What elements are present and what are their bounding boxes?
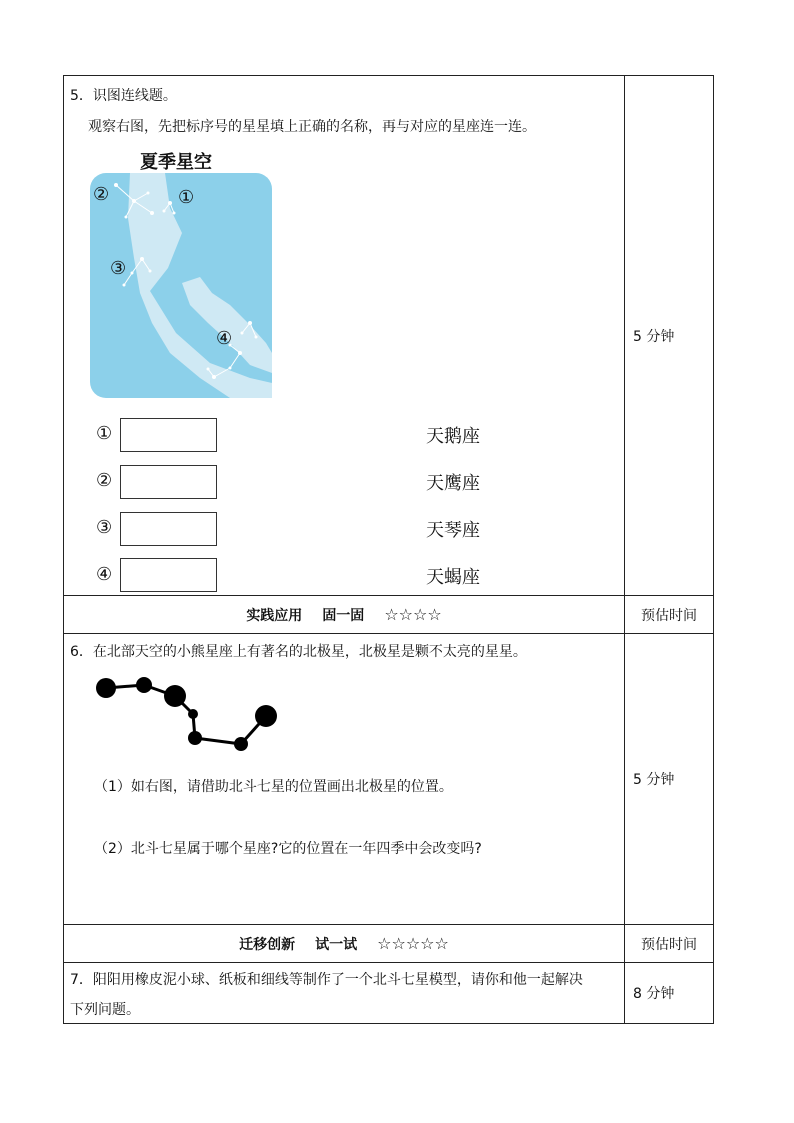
map-label-1: ① <box>178 187 195 208</box>
question-5-title: 5．识图连线题。 <box>70 88 177 104</box>
section-header-transfer <box>64 925 625 963</box>
question-6-cell <box>64 634 625 925</box>
section-practice-stars: ☆☆☆☆ <box>384 604 442 624</box>
question-5-instruction: 观察右图，先把标序号的星星填上正确的名称，再与对应的星座连一连。 <box>88 119 536 135</box>
section-practice-label: 实践应用 <box>246 607 303 624</box>
section-transfer-sub: 试一试 <box>315 936 358 953</box>
big-dipper-diagram <box>94 674 284 754</box>
time-header-1: 预估时间 <box>625 596 714 634</box>
row-1-constellation: 天鹅座 <box>426 426 480 447</box>
worksheet-table <box>63 75 714 1024</box>
big-dipper-lines <box>106 685 266 744</box>
row-4-constellation: 天蝎座 <box>426 567 480 588</box>
question-7-line-2: 下列问题。 <box>70 1002 140 1018</box>
row-3-number: ③ <box>96 517 113 538</box>
row-1-number: ① <box>96 423 113 444</box>
question-6-time: 5 分钟 <box>625 634 714 925</box>
star-map-title: 夏季星空 <box>140 152 212 173</box>
question-6-title: 6．在北部天空的小熊星座上有著名的北极星，北极星是颗不太亮的星星。 <box>70 644 527 660</box>
row-3-constellation: 天琴座 <box>426 520 480 541</box>
map-label-4: ④ <box>216 328 233 349</box>
section-transfer-stars: ☆☆☆☆☆ <box>377 933 449 953</box>
question-5-cell <box>64 76 625 596</box>
row-1-answer-box[interactable] <box>120 418 217 452</box>
question-7-time: 8 分钟 <box>625 963 714 1024</box>
map-label-3: ③ <box>110 258 127 279</box>
question-7-line-1: 7．阳阳用橡皮泥小球、纸板和细线等制作了一个北斗七星模型，请你和他一起解决 <box>70 972 583 988</box>
summer-sky-map <box>90 173 272 398</box>
time-header-2: 预估时间 <box>625 925 714 963</box>
section-header-practice <box>64 596 625 634</box>
question-7-cell <box>64 963 625 1024</box>
row-2-constellation: 天鹰座 <box>426 473 480 494</box>
row-2-number: ② <box>96 470 113 491</box>
row-4-number: ④ <box>96 564 113 585</box>
map-label-2: ② <box>93 184 110 205</box>
row-4-answer-box[interactable] <box>120 558 217 592</box>
row-3-answer-box[interactable] <box>120 512 217 546</box>
row-2-answer-box[interactable] <box>120 465 217 499</box>
section-transfer-label: 迁移创新 <box>239 936 296 953</box>
question-6-sub-1: （1）如右图，请借助北斗七星的位置画出北极星的位置。 <box>94 779 453 795</box>
question-6-sub-2: （2）北斗七星属于哪个星座?它的位置在一年四季中会改变吗? <box>94 841 482 857</box>
question-5-time: 5 分钟 <box>625 76 714 596</box>
section-practice-sub: 固一固 <box>322 607 365 624</box>
